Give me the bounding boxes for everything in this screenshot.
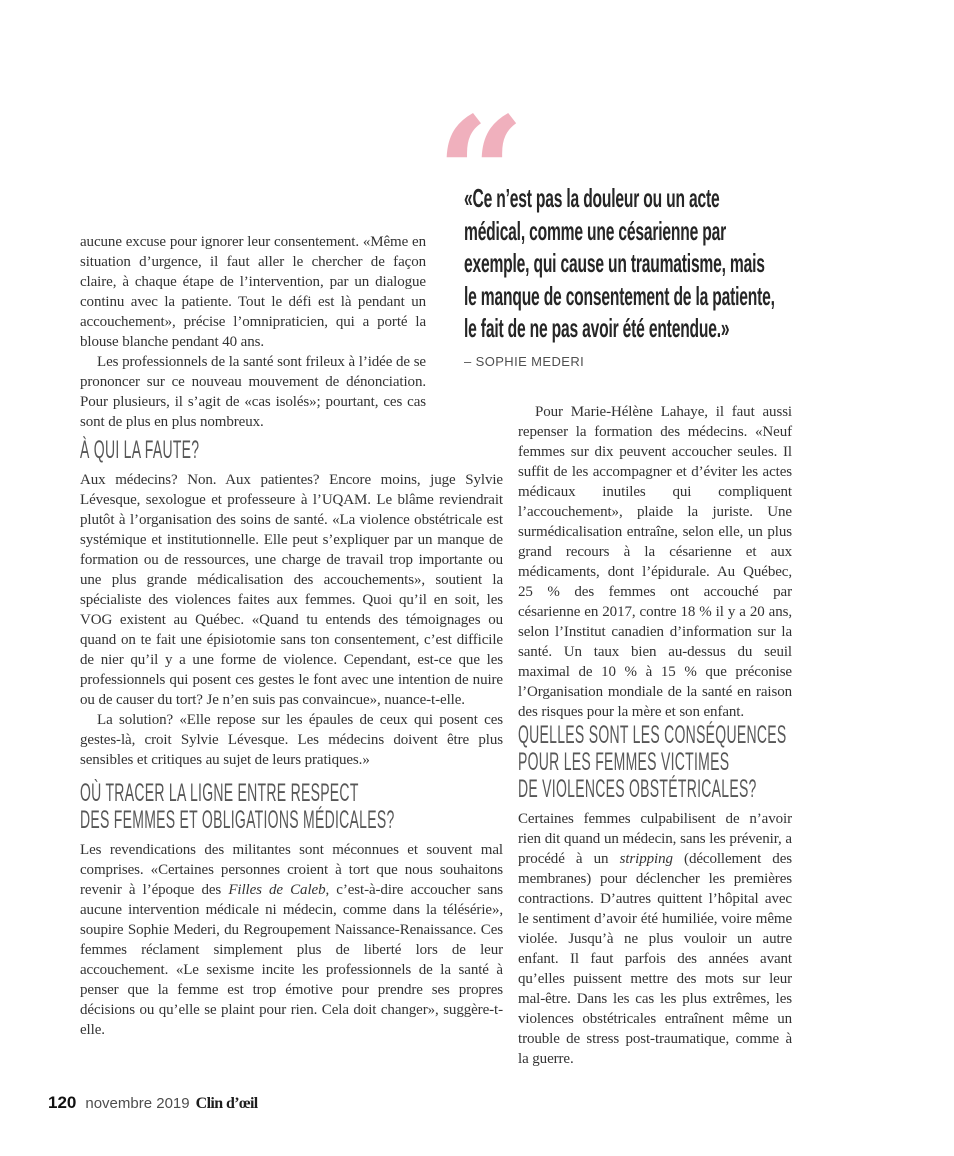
pull-quote — [436, 82, 820, 369]
section-body — [80, 470, 503, 770]
text-segment: Les revendications des militantes sont méconnues et souvent mal comprises. «Certaines personnes croient à tort que nous souhaitons revenir à l’époque des — [80, 842, 503, 898]
text-segment: Aux médecins? Non. Aux patientes? Encore moins, juge Sylvie Lévesque, sexologue et professeure à l’UQAM. Le blâme reviendrait plutôt à l’organisation des soins de santé. «La violence obstétricale est systémique et institutionnelle. Elle peut s’expliquer par un manque de formation ou de ressources, une charge de travail trop importante ou une plus grande médicalisation des accouchements», soutient la spécialiste des violences faites aux femmes. Quoi qu’il en soit, les VOG existent au Québec. «Quand tu entends des témoignages ou quand on te fait une épisiotomie sans ton consentement, c’est difficile de nier qu’il y a une forme de violence. Cependant, est-ce que les professionnels qui posent ces gestes le font avec une intention de nuire ou de causer du tort? Je n’en suis pas convaincue», nuance-t-elle. — [80, 472, 503, 708]
right-column-intro — [518, 402, 792, 722]
heading-line: DES FEMMES ET OBLIGATIONS MÉDICALES? — [80, 806, 395, 834]
section-heading — [80, 437, 503, 464]
pull-quote-line: «Ce n’est pas la douleur ou un acte — [464, 183, 720, 213]
section-consequences — [518, 722, 792, 1069]
paragraph — [80, 710, 503, 770]
section-body — [80, 840, 503, 1040]
page-footer — [48, 1093, 258, 1113]
page-number: 120 — [48, 1093, 77, 1112]
heading-line: OÙ TRACER LA LIGNE ENTRE RESPECT — [80, 779, 359, 807]
section-a-qui-la-faute — [80, 437, 503, 770]
pull-quote-line: le fait de ne pas avoir été entendue.» — [464, 313, 730, 343]
italic-text: stripping — [619, 851, 673, 867]
italic-text: Filles de Caleb — [228, 882, 326, 898]
text-segment: La solution? «Elle repose sur les épaules de ceux qui posent ces gestes-là, croit Sylvie Lévesque. Les médecins doivent être plus sensibles et critiques au sujet de leurs pratiques.» — [80, 712, 503, 768]
paragraph — [80, 470, 503, 710]
section-heading — [80, 780, 503, 834]
text-segment: Certaines femmes culpabilisent de n’avoir rien dit quand un médecin, sans les prévenir, a procédé à un — [518, 811, 792, 867]
paragraph — [80, 840, 503, 1040]
left-column — [80, 437, 503, 1040]
right-column — [518, 402, 792, 1069]
double-quote-icon: “ — [436, 82, 526, 265]
issue-date: novembre 2019 — [85, 1095, 190, 1112]
paragraph — [518, 402, 792, 722]
pull-quote-line: médical, comme une césarienne par — [464, 215, 726, 246]
paragraph — [80, 352, 426, 432]
text-segment: (décollement des membranes) pour déclencher les premières contractions. D’autres quittent l’hôpital avec le sentiment d’avoir été humiliée, voire même violée. Jusqu’à ne plus vouloir un autre enfant. Il faut parfois des années avant qu’elles puissent mettre des mots sur leur mal-être. Dans les cas les plus extrêmes, les violences obstétricales entraînent même un trouble de stress post-traumatique, comme à la guerre. — [518, 851, 793, 1067]
section-heading — [518, 722, 792, 803]
section-body — [518, 809, 792, 1069]
magazine-logo: Clin d’œil — [195, 1095, 258, 1112]
heading-line: POUR LES FEMMES VICTIMES — [518, 748, 730, 776]
paragraph — [80, 232, 426, 352]
text-segment: Pour Marie-Hélène Lahaye, il faut aussi repenser la formation des médecins. «Neuf femmes sur dix peuvent accoucher seules. Il suffit de les accompagner et d’éviter les actes médicaux inutiles qui compliquent l’accouchement», plaide la juriste. Une surmédicalisation entraîne, selon elle, un plus grand recours à la césarienne et aux médicaments, dont l’épidurale. Au Québec, 25 % des femmes ont accouché par césarienne en 2017, contre 18 % il y a 20 ans, selon l’Institut canadien d’information sur la santé. Un taux bien au-dessus du seuil maximal de 10 % à 15 % que préconise l’Organisation mondiale de la santé en raison des risques pour la mère et son enfant. — [518, 404, 792, 720]
section-ou-tracer-la-ligne — [80, 780, 503, 1040]
pull-quote-attribution: – SOPHIE MEDERI — [464, 353, 585, 369]
intro-column — [80, 232, 426, 432]
paragraph — [518, 809, 792, 1069]
text-segment: aucune excuse pour ignorer leur consentement. «Même en situation d’urgence, il faut aller le chercher de façon claire, à chaque étape de l’intervention, par un dialogue continu avec la patiente. Tout le défi est là pendant un accouchement», précise l’omnipraticien, qui a porté la blouse blanche pendant 40 ans. — [80, 234, 426, 350]
text-segment: Les professionnels de la santé sont frileux à l’idée de se prononcer sur ce nouveau mouvement de dénonciation. Pour plusieurs, il s’agit de «cas isolés»; pourtant, ces cas sont de plus en plus nombreux. — [80, 354, 426, 430]
heading-line: QUELLES SONT LES CONSÉQUENCES — [518, 721, 787, 749]
heading-line: À QUI LA FAUTE? — [80, 436, 200, 464]
pull-quote-text — [464, 150, 820, 345]
pull-quote-line: exemple, qui cause un traumatisme, mais — [464, 248, 765, 278]
pull-quote-line: le manque de consentement de la patiente, — [464, 280, 775, 311]
heading-line: DE VIOLENCES OBSTÉTRICALES? — [518, 775, 757, 803]
text-segment: , c’est-à-dire accoucher sans aucune intervention médicale ni médecin, comme dans la télésérie», soupire Sophie Mederi, du Regroupement Naissance-Renaissance. Ces femmes réclament simplement plus de liberté lors de leur accouchement. «Le sexisme incite les professionnels de la santé à penser que la femme est trop émotive pour prendre ses propres décisions ou qu’elle se plaint pour rien. Cela doit changer», suggère-t-elle. — [80, 882, 503, 1038]
